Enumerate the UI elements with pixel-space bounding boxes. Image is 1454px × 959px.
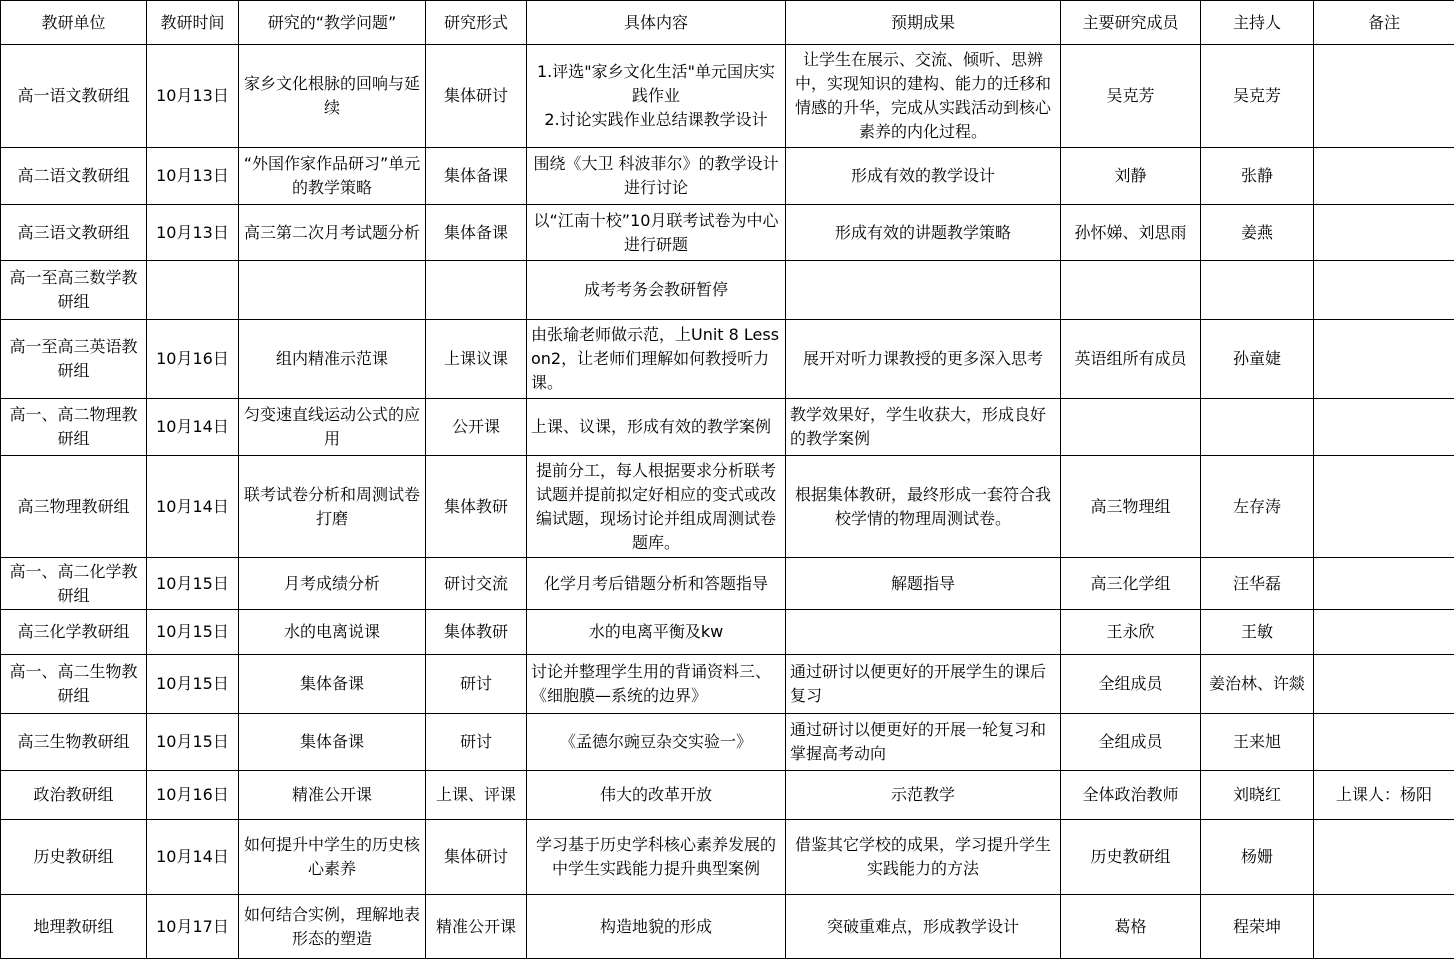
header-unit: 教研单位 xyxy=(1,1,147,45)
table-row xyxy=(1,320,1454,399)
table-body xyxy=(1,45,1454,959)
cell-outcome: 形成有效的教学设计 xyxy=(786,148,1061,205)
cell-unit: 高二语文教研组 xyxy=(1,148,147,205)
cell-unit: 高三语文教研组 xyxy=(1,205,147,261)
table-row xyxy=(1,205,1454,261)
header-outcome: 预期成果 xyxy=(786,1,1061,45)
cell-problem xyxy=(239,261,426,320)
cell-content: 围绕《大卫 科波菲尔》的教学设计进行讨论 xyxy=(527,148,786,205)
cell-unit: 政治教研组 xyxy=(1,771,147,820)
cell-outcome: 借鉴其它学校的成果，学习提升学生实践能力的方法 xyxy=(786,820,1061,895)
cell-host: 孙童婕 xyxy=(1201,320,1314,399)
cell-members: 吴克芳 xyxy=(1061,45,1201,148)
table-row xyxy=(1,45,1454,148)
cell-form: 集体备课 xyxy=(426,148,527,205)
cell-content: 由张瑜老师做示范，上Unit 8 Lesson2，让老师们理解如何教授听力课。 xyxy=(527,320,786,399)
cell-note xyxy=(1314,205,1454,261)
table-row xyxy=(1,261,1454,320)
cell-outcome: 通过研讨以便更好的开展一轮复习和掌握高考动向 xyxy=(786,714,1061,771)
cell-time: 10月15日 xyxy=(147,558,239,610)
cell-unit: 高一、高二化学教研组 xyxy=(1,558,147,610)
cell-content: 1.评选"家乡文化生活"单元国庆实践作业 2.讨论实践作业总结课教学设计 xyxy=(527,45,786,148)
cell-members: 刘静 xyxy=(1061,148,1201,205)
cell-problem: 匀变速直线运动公式的应用 xyxy=(239,399,426,456)
cell-note xyxy=(1314,895,1454,959)
table-row xyxy=(1,655,1454,714)
cell-time: 10月13日 xyxy=(147,205,239,261)
cell-note xyxy=(1314,456,1454,558)
cell-problem: 高三第二次月考试题分析 xyxy=(239,205,426,261)
cell-form: 集体研讨 xyxy=(426,820,527,895)
cell-host: 汪华磊 xyxy=(1201,558,1314,610)
cell-note xyxy=(1314,320,1454,399)
header-note: 备注 xyxy=(1314,1,1454,45)
cell-unit: 高三化学教研组 xyxy=(1,610,147,655)
cell-members: 孙怀娣、刘思雨 xyxy=(1061,205,1201,261)
header-form: 研究形式 xyxy=(426,1,527,45)
cell-time: 10月17日 xyxy=(147,895,239,959)
table-row xyxy=(1,558,1454,610)
cell-form: 上课、评课 xyxy=(426,771,527,820)
header-content: 具体内容 xyxy=(527,1,786,45)
cell-host: 左存涛 xyxy=(1201,456,1314,558)
cell-members: 全组成员 xyxy=(1061,655,1201,714)
cell-members: 全体政治教师 xyxy=(1061,771,1201,820)
cell-host xyxy=(1201,261,1314,320)
cell-members xyxy=(1061,261,1201,320)
cell-outcome xyxy=(786,261,1061,320)
cell-members: 高三物理组 xyxy=(1061,456,1201,558)
cell-form: 集体备课 xyxy=(426,205,527,261)
cell-host: 姜燕 xyxy=(1201,205,1314,261)
cell-unit: 高三生物教研组 xyxy=(1,714,147,771)
cell-host: 张静 xyxy=(1201,148,1314,205)
cell-time: 10月14日 xyxy=(147,456,239,558)
cell-form: 集体教研 xyxy=(426,456,527,558)
cell-form: 研讨 xyxy=(426,714,527,771)
cell-unit: 高一、高二生物教研组 xyxy=(1,655,147,714)
cell-note xyxy=(1314,610,1454,655)
cell-form: 上课议课 xyxy=(426,320,527,399)
cell-host: 吴克芳 xyxy=(1201,45,1314,148)
cell-problem: 集体备课 xyxy=(239,655,426,714)
cell-form: 研讨交流 xyxy=(426,558,527,610)
cell-note xyxy=(1314,261,1454,320)
cell-members: 全组成员 xyxy=(1061,714,1201,771)
header-row xyxy=(1,1,1454,45)
cell-time: 10月13日 xyxy=(147,45,239,148)
table-row xyxy=(1,148,1454,205)
header-members: 主要研究成员 xyxy=(1061,1,1201,45)
cell-content: 构造地貌的形成 xyxy=(527,895,786,959)
cell-outcome xyxy=(786,610,1061,655)
cell-problem: 月考成绩分析 xyxy=(239,558,426,610)
table-row xyxy=(1,771,1454,820)
cell-unit: 高一语文教研组 xyxy=(1,45,147,148)
cell-problem: 组内精准示范课 xyxy=(239,320,426,399)
cell-outcome: 展开对听力课教授的更多深入思考 xyxy=(786,320,1061,399)
cell-host: 刘晓红 xyxy=(1201,771,1314,820)
cell-host xyxy=(1201,399,1314,456)
cell-time: 10月15日 xyxy=(147,714,239,771)
cell-host: 姜治林、许燚 xyxy=(1201,655,1314,714)
cell-content: 提前分工，每人根据要求分析联考试题并提前拟定好相应的变式或改编试题，现场讨论并组成周测试卷题库。 xyxy=(527,456,786,558)
cell-unit: 高三物理教研组 xyxy=(1,456,147,558)
cell-outcome: 形成有效的讲题教学策略 xyxy=(786,205,1061,261)
cell-content: 水的电离平衡及kw xyxy=(527,610,786,655)
cell-time: 10月15日 xyxy=(147,655,239,714)
cell-form: 集体研讨 xyxy=(426,45,527,148)
cell-outcome: 解题指导 xyxy=(786,558,1061,610)
cell-note xyxy=(1314,399,1454,456)
cell-members: 王永欣 xyxy=(1061,610,1201,655)
cell-note xyxy=(1314,148,1454,205)
cell-content: 伟大的改革开放 xyxy=(527,771,786,820)
cell-members: 葛格 xyxy=(1061,895,1201,959)
cell-time: 10月14日 xyxy=(147,820,239,895)
cell-unit: 高一、高二物理教研组 xyxy=(1,399,147,456)
cell-problem: 联考试卷分析和周测试卷打磨 xyxy=(239,456,426,558)
table-row xyxy=(1,820,1454,895)
cell-problem: 水的电离说课 xyxy=(239,610,426,655)
table-row xyxy=(1,610,1454,655)
cell-content: 上课、议课，形成有效的教学案例 xyxy=(527,399,786,456)
cell-host: 王敏 xyxy=(1201,610,1314,655)
cell-outcome: 通过研讨以便更好的开展学生的课后复习 xyxy=(786,655,1061,714)
cell-problem: 精准公开课 xyxy=(239,771,426,820)
cell-content: 学习基于历史学科核心素养发展的中学生实践能力提升典型案例 xyxy=(527,820,786,895)
cell-problem: 如何结合实例，理解地表形态的塑造 xyxy=(239,895,426,959)
cell-note xyxy=(1314,655,1454,714)
cell-content: 《孟德尔豌豆杂交实验一》 xyxy=(527,714,786,771)
cell-content: 以“江南十校”10月联考试卷为中心进行研题 xyxy=(527,205,786,261)
cell-time: 10月14日 xyxy=(147,399,239,456)
cell-problem: 家乡文化根脉的回响与延续 xyxy=(239,45,426,148)
cell-content: 成考考务会教研暂停 xyxy=(527,261,786,320)
cell-outcome: 让学生在展示、交流、倾听、思辨中，实现知识的建构、能力的迁移和情感的升华，完成从实践活动到核心素养的内化过程。 xyxy=(786,45,1061,148)
cell-time: 10月15日 xyxy=(147,610,239,655)
cell-host: 程荣坤 xyxy=(1201,895,1314,959)
cell-form: 集体教研 xyxy=(426,610,527,655)
cell-note: 上课人：杨阳 xyxy=(1314,771,1454,820)
cell-form xyxy=(426,261,527,320)
cell-note xyxy=(1314,45,1454,148)
cell-members xyxy=(1061,399,1201,456)
cell-form: 研讨 xyxy=(426,655,527,714)
cell-time xyxy=(147,261,239,320)
header-time: 教研时间 xyxy=(147,1,239,45)
cell-members: 高三化学组 xyxy=(1061,558,1201,610)
cell-outcome: 示范教学 xyxy=(786,771,1061,820)
cell-time: 10月13日 xyxy=(147,148,239,205)
cell-problem: 集体备课 xyxy=(239,714,426,771)
cell-content: 讨论并整理学生用的背诵资料三、《细胞膜—系统的边界》 xyxy=(527,655,786,714)
table-row xyxy=(1,456,1454,558)
cell-time: 10月16日 xyxy=(147,320,239,399)
cell-form: 精准公开课 xyxy=(426,895,527,959)
cell-unit: 高一至高三数学教研组 xyxy=(1,261,147,320)
cell-unit: 地理教研组 xyxy=(1,895,147,959)
cell-unit: 历史教研组 xyxy=(1,820,147,895)
cell-form: 公开课 xyxy=(426,399,527,456)
cell-outcome: 突破重难点，形成教学设计 xyxy=(786,895,1061,959)
cell-host: 王来旭 xyxy=(1201,714,1314,771)
cell-members: 历史教研组 xyxy=(1061,820,1201,895)
header-host: 主持人 xyxy=(1201,1,1314,45)
table-row xyxy=(1,895,1454,959)
table-row xyxy=(1,399,1454,456)
cell-unit: 高一至高三英语教研组 xyxy=(1,320,147,399)
header-problem: 研究的“教学问题” xyxy=(239,1,426,45)
table-row xyxy=(1,714,1454,771)
cell-problem: “外国作家作品研习”单元的教学策略 xyxy=(239,148,426,205)
cell-note xyxy=(1314,558,1454,610)
cell-note xyxy=(1314,714,1454,771)
cell-members: 英语组所有成员 xyxy=(1061,320,1201,399)
cell-outcome: 根据集体教研，最终形成一套符合我校学情的物理周测试卷。 xyxy=(786,456,1061,558)
cell-note xyxy=(1314,820,1454,895)
cell-host: 杨姗 xyxy=(1201,820,1314,895)
cell-problem: 如何提升中学生的历史核心素养 xyxy=(239,820,426,895)
cell-time: 10月16日 xyxy=(147,771,239,820)
cell-outcome: 教学效果好，学生收获大，形成良好的教学案例 xyxy=(786,399,1061,456)
cell-content: 化学月考后错题分析和答题指导 xyxy=(527,558,786,610)
